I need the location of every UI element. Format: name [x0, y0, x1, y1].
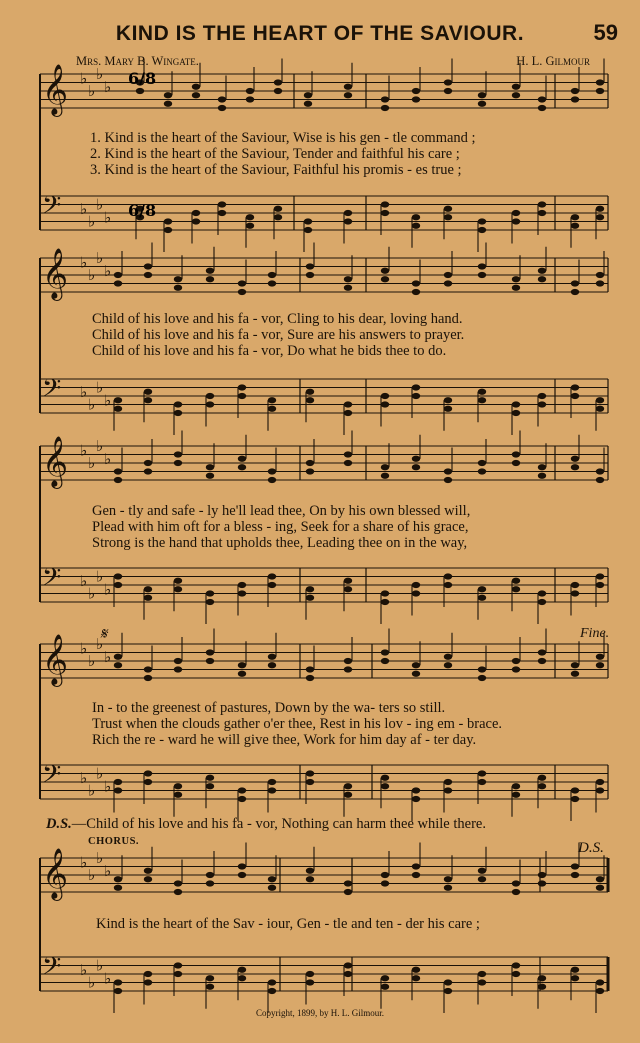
svg-text:♭: ♭ [104, 261, 112, 280]
svg-text:♭: ♭ [88, 454, 96, 472]
svg-text:♭: ♭ [104, 647, 112, 666]
svg-text:♭: ♭ [80, 571, 88, 590]
ds-instruction [46, 816, 486, 833]
verse-3-line-3: Strong is the hand that upholds thee, Leading thee on in the way, [92, 535, 468, 551]
svg-text:♭: ♭ [88, 866, 96, 884]
chorus-lyric: Kind is the heart of the Sav - iour, Gen - tle and ten - der his care ; [96, 916, 480, 932]
svg-text:♭: ♭ [104, 969, 112, 988]
svg-text:♭: ♭ [88, 212, 96, 231]
hymn-title: KIND IS THE HEART OF THE SAVIOUR. [115, 22, 525, 45]
svg-text:♭: ♭ [96, 956, 104, 975]
svg-text:𝄞: 𝄞 [42, 848, 69, 899]
svg-text:♭: ♭ [96, 764, 104, 783]
svg-text:♭: ♭ [96, 378, 104, 397]
svg-text:♭: ♭ [104, 391, 112, 410]
svg-text:♭: ♭ [104, 77, 112, 96]
svg-text:♭: ♭ [96, 195, 104, 214]
svg-text:𝄢: 𝄢 [42, 191, 62, 226]
svg-text:𝄢: 𝄢 [42, 374, 62, 409]
svg-text:♭: ♭ [80, 768, 88, 787]
svg-text:♭: ♭ [80, 853, 88, 872]
svg-text:♭: ♭ [88, 395, 96, 414]
svg-text:♭: ♭ [104, 449, 112, 468]
svg-text:𝄞: 𝄞 [42, 248, 69, 299]
copyright-notice: Copyright, 1899, by H. L. Gilmour. [256, 1008, 384, 1018]
verse-2-line-2: Child of his love and his fa - vor, Sure are his answers to prayer. [92, 327, 465, 343]
svg-text:♭: ♭ [80, 382, 88, 401]
svg-text:♭: ♭ [80, 253, 88, 272]
svg-text:♭: ♭ [96, 437, 104, 455]
svg-text:♭: ♭ [88, 82, 96, 100]
svg-text:♭: ♭ [104, 208, 112, 227]
chorus-ds-marking: D.S. [578, 840, 604, 856]
svg-text:♭: ♭ [96, 249, 104, 267]
svg-text:𝄢: 𝄢 [42, 563, 62, 598]
verse-2-line-4: Trust when the clouds gather o'er thee, Rest in his lov - ing em - brace. [92, 716, 503, 732]
svg-text:♭: ♭ [80, 69, 88, 88]
svg-text:♭: ♭ [88, 652, 96, 670]
svg-text:𝄢: 𝄢 [42, 760, 62, 795]
svg-text:♭: ♭ [96, 567, 104, 586]
svg-text:♭: ♭ [88, 584, 96, 603]
chorus-label: CHORUS. [88, 836, 140, 847]
svg-text:𝄞: 𝄞 [42, 634, 69, 685]
verse-3-line-4: Rich the re - ward he will give thee, Work for him day af - ter day. [92, 732, 477, 748]
segno-sign: 𝄋 [100, 626, 107, 643]
verse-3-line-1: 3. Kind is the heart of the Saviour, Faithful his promis - es true ; [90, 162, 462, 178]
verse-2-line-1: 2. Kind is the heart of the Saviour, Tender and faithful his care ; [90, 146, 460, 162]
svg-text:𝄢: 𝄢 [42, 952, 62, 987]
ds-text: —Child of his love and his fa - vor, Nothing can harm thee while there. [71, 816, 486, 832]
svg-text:♭: ♭ [104, 580, 112, 599]
svg-text:𝄞: 𝄞 [42, 64, 69, 115]
lyricist-credit: Mrs. Mary B. Wingate. [76, 54, 199, 68]
verse-3-line-2: Child of his love and his fa - vor, Do what he bids thee to do. [92, 343, 447, 359]
verse-2-line-3: Plead with him oft for a bless - ing, Seek for a share of his grace, [92, 519, 469, 535]
svg-text:♭: ♭ [80, 639, 88, 658]
verse-1-line-1: 1. Kind is the heart of the Saviour, Wise is his gen - tle command ; [90, 130, 476, 146]
verse-1-line-4: In - to the greenest of pastures, Down by the wa- ters so still. [92, 700, 446, 716]
fine-marking: Fine. [580, 626, 610, 641]
svg-text:𝄞: 𝄞 [42, 436, 69, 487]
svg-text:♭: ♭ [88, 266, 96, 284]
time-sig-bass: 6/8 [128, 201, 157, 220]
svg-text:♭: ♭ [80, 960, 88, 979]
svg-text:♭: ♭ [104, 777, 112, 796]
svg-text:♭: ♭ [96, 849, 104, 867]
svg-text:♭: ♭ [104, 861, 112, 880]
svg-text:♭: ♭ [96, 635, 104, 653]
verse-1-line-3: Gen - tly and safe - ly he'll lead thee, On by his own blessed will, [92, 503, 471, 519]
composer-credit: H. L. Gilmour [516, 54, 590, 68]
svg-text:♭: ♭ [80, 199, 88, 218]
svg-text:♭: ♭ [88, 781, 96, 800]
ds-label: D.S. [46, 816, 72, 832]
page-number: 59 [593, 20, 618, 45]
svg-text:♭: ♭ [88, 973, 96, 992]
verse-1-line-2: Child of his love and his fa - vor, Cling to his dear, loving hand. [92, 311, 463, 327]
time-sig-treble: 6/8 [128, 69, 157, 88]
svg-text:♭: ♭ [80, 441, 88, 460]
svg-text:♭: ♭ [96, 65, 104, 83]
